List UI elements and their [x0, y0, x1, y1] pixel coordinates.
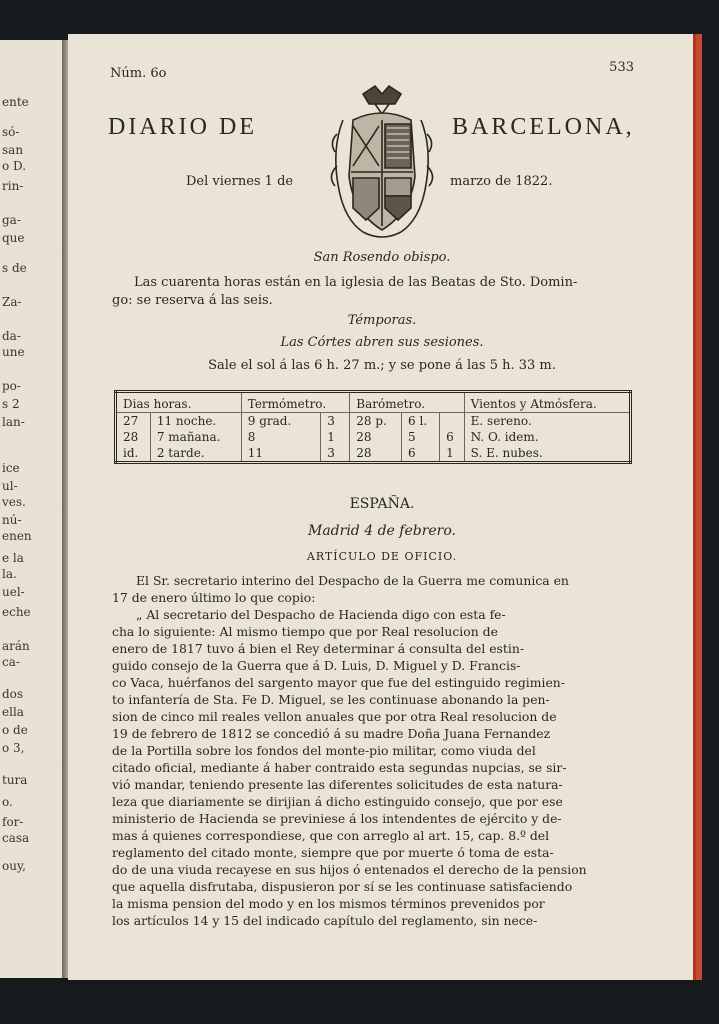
left-page-fragment: po- — [2, 379, 21, 393]
left-page-fragment: que — [2, 231, 25, 245]
weather-cell-hora: 7 mañana. — [150, 429, 241, 445]
header-winds: Vientos y Atmósfera. — [464, 392, 630, 413]
date-right: marzo de 1822. — [450, 174, 553, 189]
left-page-fragment: o 3, — [2, 741, 25, 755]
article-line: co Vaca, huérfanos del sargento mayor que fue del estinguido regimien- — [112, 675, 565, 690]
article-line: sion de cinco mil reales vellon anuales que por otra Real resolucion de — [112, 709, 557, 724]
article-line: los artículos 14 y 15 del indicado capítulo del reglamento, sin nece- — [112, 913, 538, 928]
weather-cell-termo: 11 — [241, 445, 320, 463]
weather-cell-baro2: 6 l. — [402, 413, 440, 430]
left-page-fragment: o de — [2, 723, 28, 737]
article-line: guido consejo de la Guerra que á D. Luis, D. Miguel y D. Francis- — [112, 658, 521, 673]
left-page-fragment: casa — [2, 831, 30, 845]
forty-hours-line-2: go: se reserva á las seis. — [112, 293, 273, 308]
weather-cell-dia: 28 — [123, 430, 139, 444]
forty-hours-line-1: Las cuarenta horas están en la iglesia de las Beatas de Sto. Domin- — [134, 275, 578, 290]
weather-cell-termo: 9 grad. — [241, 413, 320, 430]
left-page-fragment: o D. — [2, 159, 27, 173]
header-barometer: Barómetro. — [350, 392, 464, 413]
article-line: enero de 1817 tuvo á bien el Rey determinar á consulta del estin- — [112, 641, 525, 656]
issue-number: Núm. 6o — [110, 66, 167, 81]
weather-cell-viento: E. sereno. — [464, 413, 630, 430]
header-thermometer: Termómetro. — [241, 392, 350, 413]
article-line: 17 de enero último lo que copio: — [112, 590, 316, 605]
article-line: de la Portilla sobre los fondos del monte-pio militar, como viuda del — [112, 743, 536, 758]
left-page-fragment: for- — [2, 815, 24, 829]
article-heading: ARTÍCULO DE OFICIO. — [306, 550, 458, 563]
weather-row — [116, 429, 631, 445]
weather-row — [116, 413, 631, 430]
article-line: ministerio de Hacienda se previniese á los intendentes de ejército y de- — [112, 811, 562, 826]
weather-row — [116, 445, 631, 463]
left-page-fragment: rin- — [2, 179, 24, 193]
temporas-notice: Témporas. — [347, 313, 417, 328]
weather-cell-termo: 8 — [241, 429, 320, 445]
left-page-fragment: ella — [2, 705, 24, 719]
page-number: 533 — [609, 60, 634, 75]
left-page-fragment: ca- — [2, 655, 20, 669]
left-page-fragment: dos — [2, 687, 24, 701]
left-page-fragment: lan- — [2, 415, 25, 429]
left-page-fragment: ente — [2, 95, 29, 109]
article-line: citado oficial, mediante á haber contraido esta segundas nupcias, se sir- — [112, 760, 567, 775]
coat-of-arms-icon — [323, 80, 441, 242]
left-page-fragment: nú- — [2, 513, 22, 527]
weather-cell-hora: 2 tarde. — [150, 445, 241, 463]
dateline: Madrid 4 de febrero. — [307, 523, 456, 539]
left-page-fragment: s de — [2, 261, 27, 275]
article-line: „ Al secretario del Despacho de Hacienda digo con esta fe- — [136, 607, 506, 622]
newspaper-page — [68, 34, 702, 980]
article-line: to infantería de Sta. Fe D. Miguel, se les continuase abonando la pen- — [112, 692, 550, 707]
article-body — [112, 572, 644, 929]
left-page-fragment: só- — [2, 125, 20, 139]
masthead-left: DIARIO DE — [108, 114, 257, 140]
left-page-fragment: ves. — [2, 495, 26, 509]
weather-cell-hora: 11 noche. — [150, 413, 241, 430]
article-line: la misma pension del modo y en los mismos términos prevenidos por — [112, 896, 545, 911]
article-line: leza que diariamente se dirijian á dicho estinguido consejo, que por ese — [112, 794, 563, 809]
left-page-fragment: eche — [2, 605, 31, 619]
article-line: mas á quienes correspondiese, que con arreglo al art. 15, cap. 8.º del — [112, 828, 550, 843]
article-line: 19 de febrero de 1812 se concedió á su madre Doña Juana Fernandez — [112, 726, 551, 741]
left-page-fragment: tura — [2, 773, 28, 787]
article-line: que aquella disfrutaba, dispusieron por sí se les continuase satisfaciendo — [112, 879, 573, 894]
masthead-right: BARCELONA, — [452, 114, 635, 140]
left-page-fragment: la. — [2, 567, 17, 581]
sunrise-sunset: Sale el sol á las 6 h. 27 m.; y se pone á las 5 h. 33 m. — [208, 358, 556, 373]
article-line: cha lo siguiente: Al mismo tiempo que por Real resolucion de — [112, 624, 498, 639]
weather-cell-baro3: 6 — [440, 429, 465, 445]
weather-cell-viento: S. E. nubes. — [464, 445, 630, 463]
left-page-fragment: s 2 — [2, 397, 20, 411]
left-page-fragment: une — [2, 345, 25, 359]
left-page-fragment: uel- — [2, 585, 25, 599]
weather-cell-baro3 — [440, 413, 465, 430]
weather-cell-dia: id. — [123, 446, 139, 460]
cortes-notice: Las Córtes abren sus sesiones. — [280, 335, 484, 350]
weather-cell-baro2: 5 — [402, 429, 440, 445]
date-left: Del viernes 1 de — [186, 174, 294, 189]
weather-cell-termo2: 3 — [321, 413, 350, 430]
weather-header-row — [116, 392, 631, 413]
left-page-fragment: e la — [2, 551, 24, 565]
article-line: El Sr. secretario interino del Despacho de la Guerra me comunica en — [136, 573, 569, 588]
article-line: reglamento del citado monte, siempre que por muerte ó toma de esta- — [112, 845, 554, 860]
left-page-fragment: ice — [2, 461, 20, 475]
weather-cell-baro: 28 — [350, 429, 402, 445]
left-page-fragment: da- — [2, 329, 21, 343]
weather-table — [114, 390, 632, 464]
weather-cell-baro2: 6 — [402, 445, 440, 463]
left-page-fragment: ga- — [2, 213, 21, 227]
left-page-fragment: o. — [2, 795, 13, 809]
article-line: vió mandar, teniendo presente las diferentes solicitudes de esta natura- — [112, 777, 563, 792]
section-title: ESPAÑA. — [349, 496, 415, 512]
weather-cell-baro3: 1 — [440, 445, 465, 463]
left-page-fragment: Za- — [2, 295, 22, 309]
left-facing-page — [0, 40, 64, 978]
weather-cell-viento: N. O. idem. — [464, 429, 630, 445]
left-page-fragment: arán — [2, 639, 30, 653]
left-page-fragment: ouy, — [2, 859, 26, 873]
header-days-hours: Dias horas. — [116, 392, 242, 413]
weather-cell-baro: 28 — [350, 445, 402, 463]
weather-cell-termo2: 3 — [321, 445, 350, 463]
left-page-fragment: san — [2, 143, 24, 157]
weather-cell-termo2: 1 — [321, 429, 350, 445]
saint-of-day: San Rosendo obispo. — [313, 250, 451, 265]
left-page-fragment: enen — [2, 529, 32, 543]
article-line: do de una viuda recayese en sus hijos ó entenados el derecho de la pension — [112, 862, 587, 877]
weather-cell-dia: 27 — [123, 414, 139, 428]
weather-cell-baro: 28 p. — [350, 413, 402, 430]
left-page-fragment: ul- — [2, 479, 18, 493]
